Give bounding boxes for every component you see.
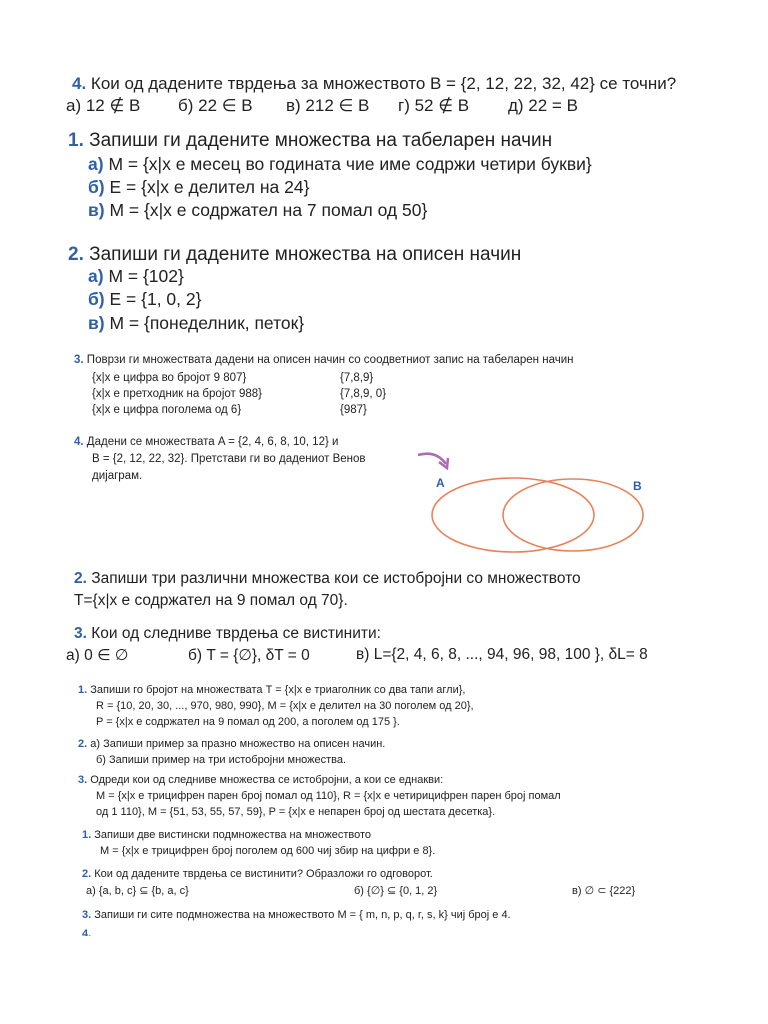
venn-ellipse-a (432, 478, 594, 552)
cut-off-line (0, 928, 768, 936)
venn-label-b: B (633, 479, 642, 493)
q3b-option-a: а) 0 ∈ ∅ (66, 647, 129, 664)
q4a-option-c: в) 212 ∈ B (286, 96, 370, 115)
q4b-line-2: B = {2, 12, 22, 32}. Претстави ги во дадениот Венов (92, 453, 366, 465)
q3a-right-1: {7,8,9} (340, 372, 374, 384)
q2d-option-b: б) {∅} ⊆ {0, 1, 2} (354, 885, 438, 897)
q3a-right-2: {7,8,9, 0} (340, 388, 387, 400)
q2a-item-a: а) M = {102} (88, 266, 184, 286)
q3c-line-3: од 1 110}, M = {51, 53, 55, 57, 59}, P = {x|x е непарен број од шестата десетка}. (96, 806, 496, 818)
q1a-item-a: а) M = {x|x е месец во годината чие име содржи четири букви} (88, 154, 592, 174)
q3d-number: 3. (82, 909, 92, 921)
q2b-line-1: 2. Запиши три различни множества кои се истобројни со множеството (74, 570, 581, 587)
q2b-number: 2. (74, 570, 87, 587)
q3b-title: 3. Кои од следниве тврдења се вистинити: (74, 625, 381, 642)
q4a-number: 4. (72, 74, 87, 93)
q4a-option-e: д) 22 = B (508, 96, 578, 115)
curved-arrow-icon (418, 454, 446, 464)
q2d-option-c: в) ∅ ⊂ {222} (572, 885, 636, 897)
q3d-line: 3. Запиши ги сите подмножества на множеството M = { m, n, p, q, r, s, k} чиј број е 4. (82, 909, 511, 921)
q2a-item-c: в) M = {понеделник, петок} (88, 313, 305, 333)
q3a-number: 3. (74, 354, 84, 366)
q4a-text: Кои од дадените тврдења за множеството B = {2, 12, 22, 32, 42} се точни? (90, 74, 677, 93)
q1c-line-1: 1. Запиши го бројот на множествата T = {x|x е триаголник со два тапи агли}, (78, 684, 466, 696)
q2c-line-2: б) Запиши пример на три истобројни множества. (96, 754, 347, 766)
q1a-item-b: б) E = {x|x е делител на 24} (88, 177, 310, 197)
q3b-option-b: б) T = {∅}, δT = 0 (188, 647, 310, 664)
q1c-line-3: P = {x|x е содржател на 9 помал од 200, а поголем од 175 }. (96, 716, 400, 728)
q4a-option-d: г) 52 ∉ B (398, 96, 470, 115)
q1a-item-c: в) M = {x|x е содржател на 7 помал од 50} (88, 200, 428, 220)
q1a-number: 1. (68, 130, 84, 151)
q2d-option-a: а) {a, b, c} ⊆ {b, a, c} (86, 885, 189, 897)
q4b-line-3: дијаграм. (92, 470, 143, 482)
q4b-number: 4. (74, 436, 84, 448)
q3a-left-1: {x|x е цифра во бројот 9 807} (92, 372, 247, 384)
q1a-text: Запиши ги дадените множества на табеларен начин (89, 130, 553, 151)
q2b-line-2: T={x|x е содржател на 9 помал од 70}. (74, 592, 348, 609)
q3c-number: 3. (78, 774, 88, 786)
q3a-left-3: {x|x е цифра поголема од 6} (92, 404, 242, 416)
q1c-line-2: R = {10, 20, 30, ..., 970, 980, 990}, M = {x|x е делител на 30 поголем од 20}, (96, 700, 474, 712)
q4a-option-a: а) 12 ∉ B (66, 96, 141, 115)
q1d-number: 1. (82, 829, 92, 841)
q4a-option-b: б) 22 ∈ B (178, 96, 253, 115)
q3a-left-2: {x|x е претходник на бројот 988} (92, 388, 263, 400)
q1c-number: 1. (78, 684, 88, 696)
q2d-title: 2. Кои од дадените тврдења се вистинити? Образложи го одговорот. (82, 868, 433, 880)
venn-label-a: A (436, 476, 445, 490)
q3c-line-1: 3. Одреди кои од следниве множества се истобројни, а кои се еднакви: (78, 774, 444, 786)
q3a-text: Поврзи ги множествата дадени на описен начин со соодветниот запис на табеларен начин (86, 354, 574, 366)
q3a-right-3: {987} (340, 404, 367, 416)
q2a-number: 2. (68, 244, 84, 265)
q2c-number: 2. (78, 738, 88, 750)
q4b-line-1: 4. Дадени се множествата A = {2, 4, 6, 8, 10, 12} и (74, 436, 339, 448)
q2a-text: Запиши ги дадените множества на описен начин (89, 244, 522, 265)
q3b-number: 3. (74, 625, 87, 642)
q3c-line-2: M = {x|x е трицифрен парен број помал од 110}, R = {x|x е четирицифрен парен број помал (96, 790, 561, 802)
q1d-line-2: M = {x|x е трицифрен број поголем од 600 чиј збир на цифри е 8}. (100, 845, 436, 857)
q1d-line-1: 1. Запиши две вистински подмножества на множеството (82, 829, 372, 841)
q2c-line-1: 2. а) Запиши пример за празно множество на описен начин. (78, 738, 386, 750)
q3b-option-c: в) L={2, 4, 6, 8, ..., 94, 96, 98, 100 }, δL= 8 (356, 646, 648, 663)
q2d-number: 2. (82, 868, 92, 880)
q2a-item-b: б) E = {1, 0, 2} (88, 289, 202, 309)
q4d-number: 4. (82, 928, 92, 936)
